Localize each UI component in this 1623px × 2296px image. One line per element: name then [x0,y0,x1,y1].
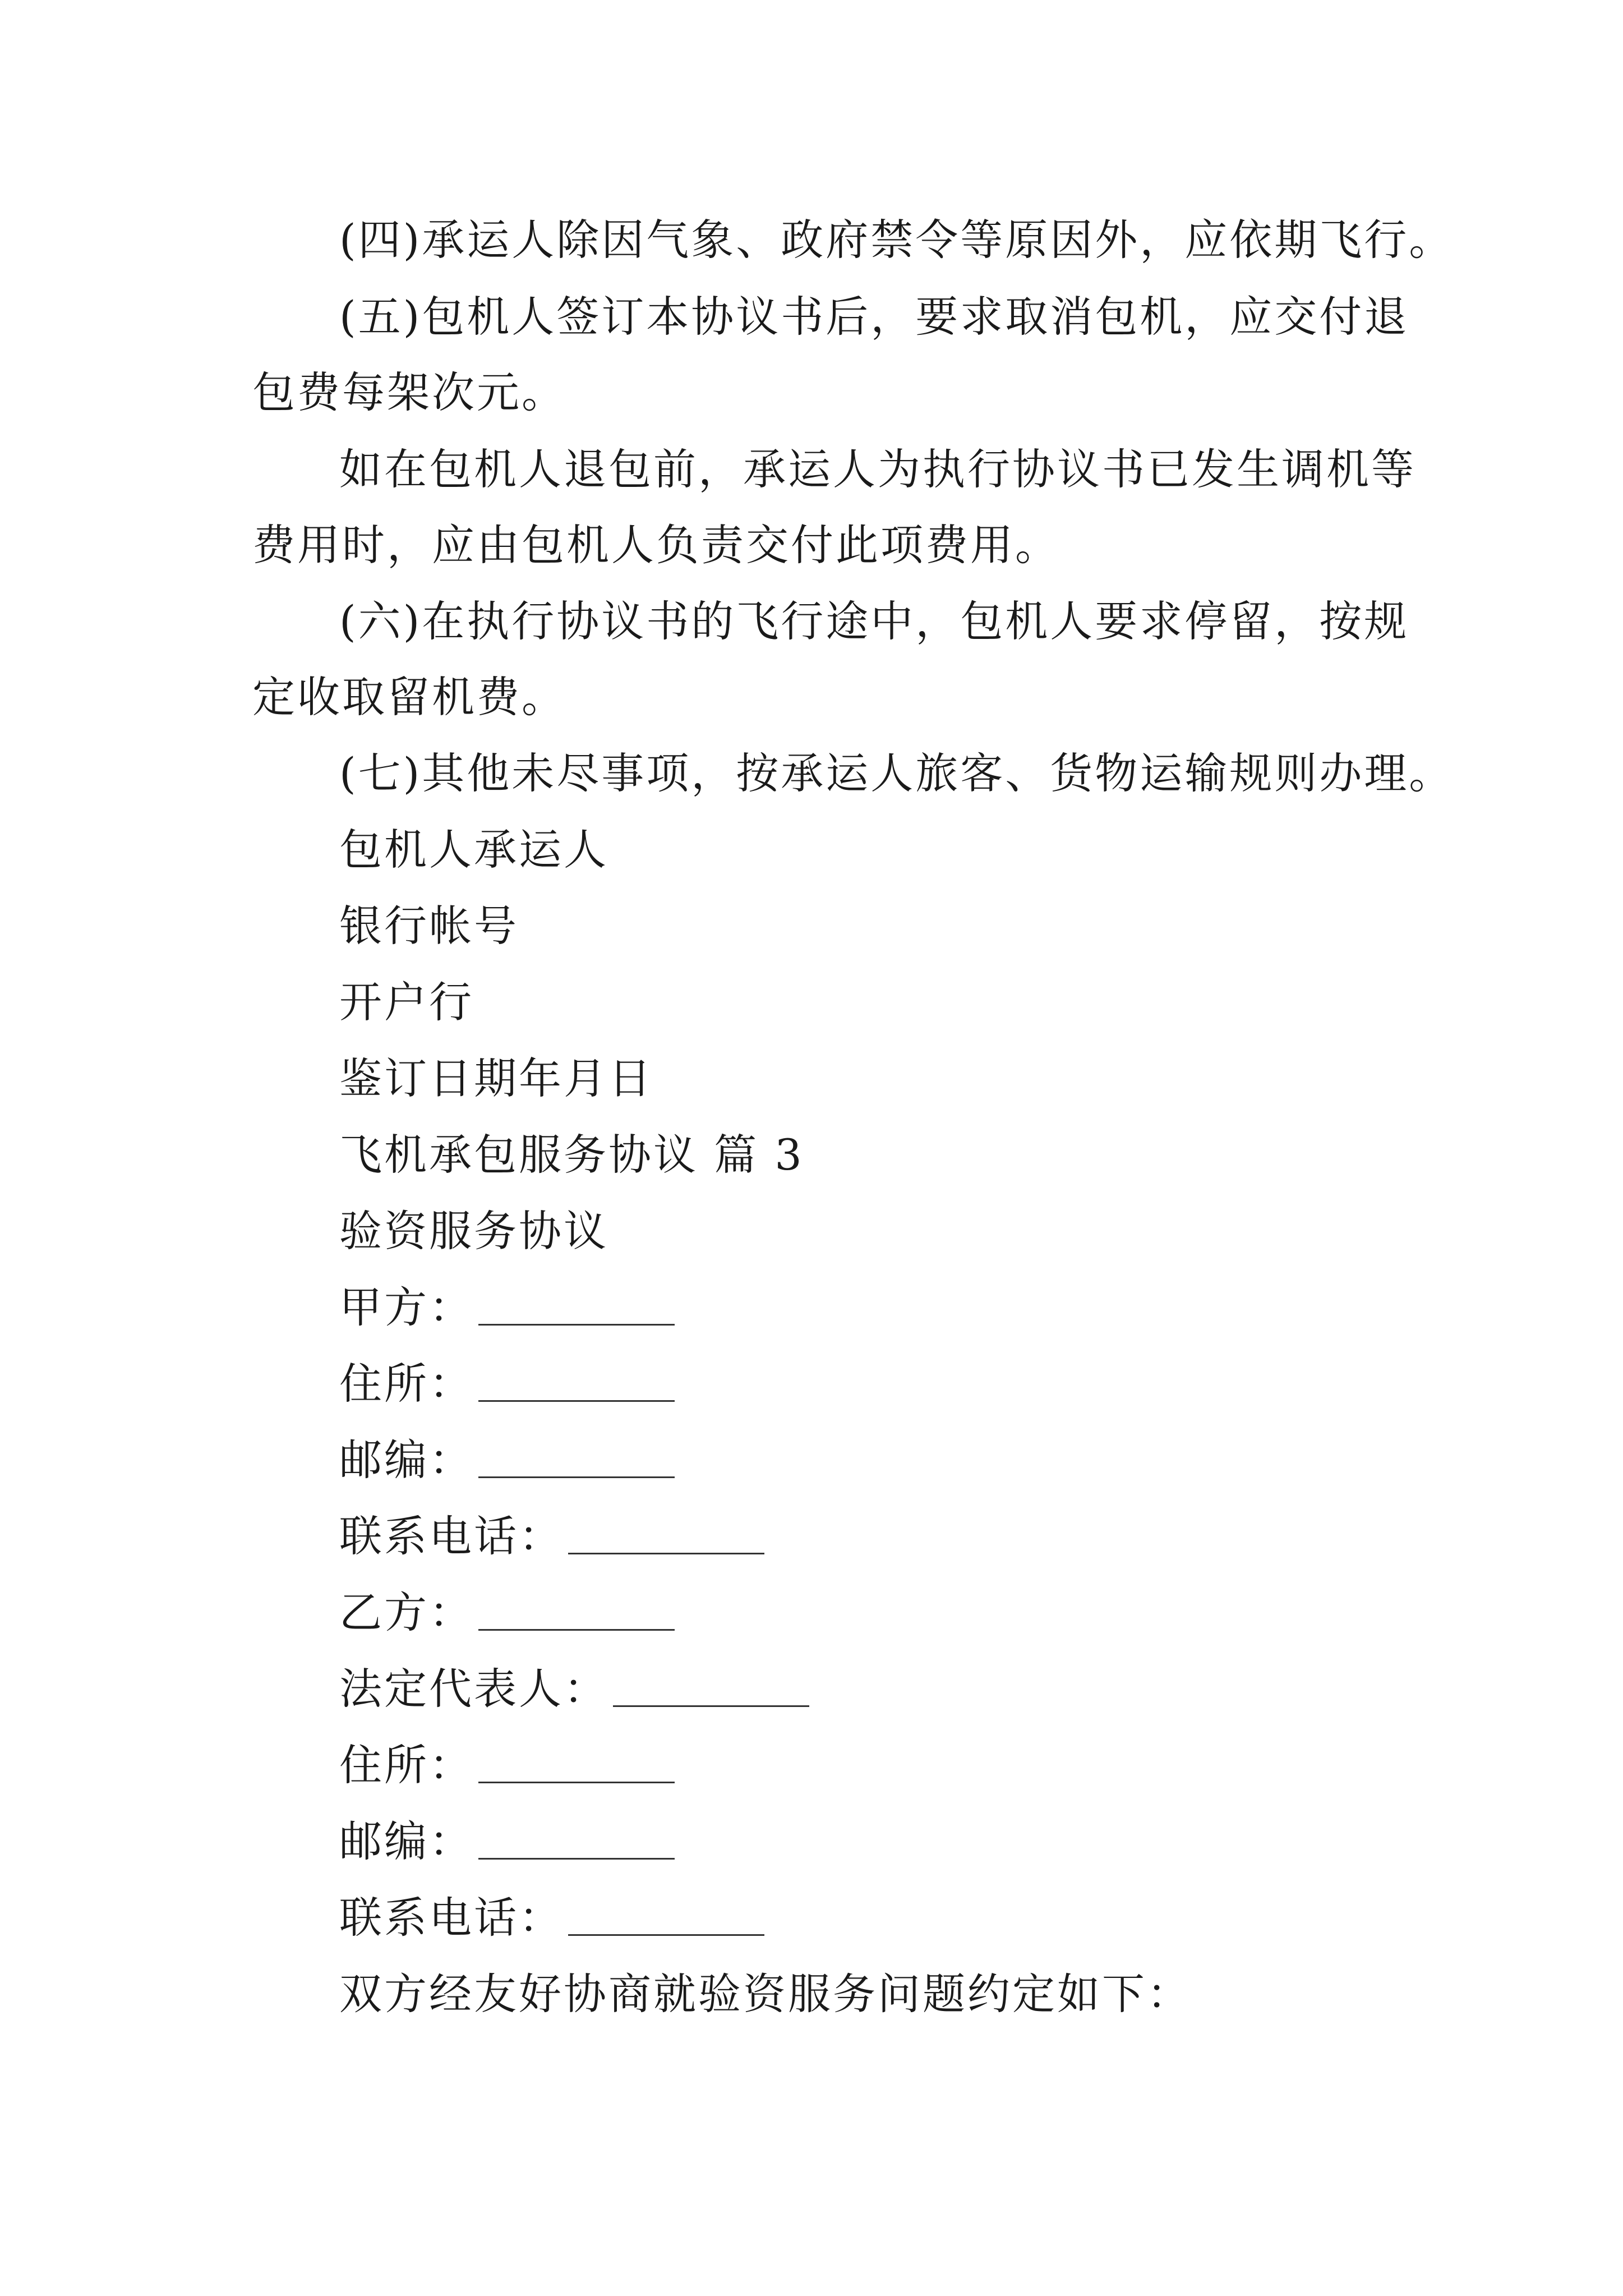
closing-statement: 双方经友好协商就验资服务问题约定如下： [339,1969,1192,2019]
blank-line [613,1666,809,1707]
blank-line [478,1819,675,1860]
signing-date: 鉴订日期年月日 [339,1053,653,1103]
form-label: 法定代表人： [339,1664,608,1714]
paragraph-line-1: 如在包机人退包前，承运人为执行协议书已发生调机等 [339,444,1416,494]
bank-name: 开户行 [339,977,474,1027]
form-label: 联系电话： [339,1511,564,1561]
blank-line [478,1590,675,1631]
signature-parties: 包机人承运人 [339,825,608,875]
form-label: 联系电话： [339,1893,564,1943]
form-field-address-b [339,1737,1472,1793]
blank-line [568,1513,764,1554]
form-label: 邮编： [339,1435,474,1485]
form-label: 邮编： [339,1816,474,1866]
form-field-address-a [339,1356,1472,1412]
clause-6-line-2: 定收取留机费。 [252,672,566,722]
agreement-title: 验资服务协议 [339,1206,608,1256]
form-field-phone-a [339,1508,1472,1565]
clause-5-line-1: (五)包机人签订本协议书后，要求取消包机，应交付退 [339,292,1409,342]
form-field-postcode-b [339,1814,1472,1870]
paragraph-line-2: 费用时，应由包机人负责交付此项费用。 [252,520,1060,570]
form-label: 乙方： [339,1588,474,1637]
blank-line [478,1742,675,1783]
clause-6-line-1: (六)在执行协议书的飞行途中，包机人要求停留，按规 [339,596,1409,646]
blank-line [568,1895,764,1936]
blank-line [478,1361,675,1402]
clause-7: (七)其他未尽事项，按承运人旅客、货物运输规则办理。 [339,748,1454,798]
clause-4: (四)承运人除因气象、政府禁令等原因外，应依期飞行。 [339,215,1454,265]
form-field-party-a [339,1280,1472,1336]
form-field-party-b [339,1585,1472,1641]
blank-line [478,1285,675,1326]
form-label: 住所： [339,1740,474,1790]
form-label: 甲方： [339,1282,474,1332]
section-heading: 飞机承包服务协议 篇 3 [339,1130,804,1180]
form-field-legal-rep [339,1661,1472,1717]
form-field-postcode-a [339,1432,1472,1488]
form-field-phone-b [339,1890,1472,1946]
clause-5-line-2: 包费每架次元。 [252,367,566,417]
blank-line [478,1437,675,1478]
bank-account: 银行帐号 [339,901,519,951]
form-label: 住所： [339,1359,474,1409]
